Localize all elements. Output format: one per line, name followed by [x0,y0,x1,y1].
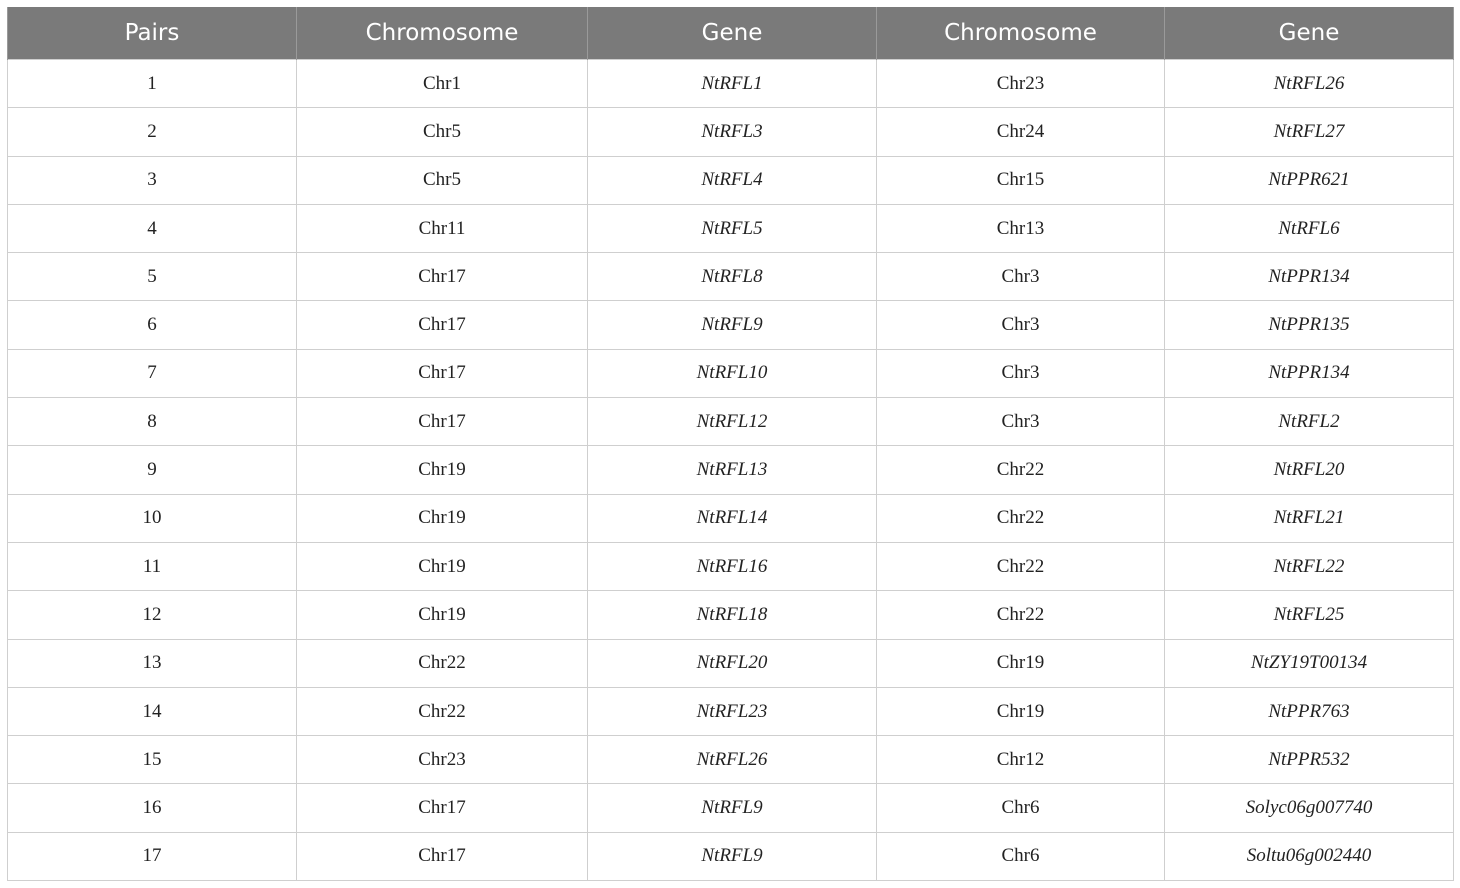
gene-pairs-table [7,7,1454,881]
gene-2: NtPPR532 [1165,736,1454,784]
chromosome-1: Chr17 [297,784,588,832]
table-row [8,542,1454,590]
gene-1: NtRFL8 [588,253,877,301]
gene-1: NtRFL20 [588,639,877,687]
header-chromosome-2: Chromosome [877,7,1165,60]
gene-2: NtRFL26 [1165,60,1454,108]
header-row [8,7,1454,60]
table-row [8,639,1454,687]
table-row [8,301,1454,349]
gene-1: NtRFL18 [588,591,877,639]
gene-1: NtRFL16 [588,542,877,590]
chromosome-2: Chr24 [877,108,1165,156]
gene-1: NtRFL26 [588,736,877,784]
chromosome-2: Chr22 [877,591,1165,639]
chromosome-1: Chr11 [297,204,588,252]
gene-1: NtRFL13 [588,446,877,494]
chromosome-1: Chr1 [297,60,588,108]
gene-1: NtRFL9 [588,301,877,349]
table-row [8,204,1454,252]
chromosome-2: Chr12 [877,736,1165,784]
chromosome-1: Chr5 [297,156,588,204]
pair-number: 5 [8,253,297,301]
gene-2: NtPPR621 [1165,156,1454,204]
header-gene-1: Gene [588,7,877,60]
gene-1: NtRFL23 [588,687,877,735]
gene-2: NtRFL25 [1165,591,1454,639]
chromosome-1: Chr17 [297,398,588,446]
gene-1: NtRFL3 [588,108,877,156]
chromosome-1: Chr17 [297,253,588,301]
table-row [8,349,1454,397]
chromosome-1: Chr17 [297,301,588,349]
pair-number: 4 [8,204,297,252]
chromosome-2: Chr22 [877,494,1165,542]
gene-2: NtPPR134 [1165,253,1454,301]
chromosome-2: Chr22 [877,542,1165,590]
table-row [8,156,1454,204]
table-header [8,7,1454,60]
chromosome-2: Chr19 [877,639,1165,687]
chromosome-2: Chr3 [877,253,1165,301]
header-gene-2: Gene [1165,7,1454,60]
gene-1: NtRFL9 [588,784,877,832]
gene-1: NtRFL14 [588,494,877,542]
pair-number: 14 [8,687,297,735]
chromosome-1: Chr22 [297,639,588,687]
header-pairs: Pairs [8,7,297,60]
pair-number: 15 [8,736,297,784]
chromosome-2: Chr23 [877,60,1165,108]
chromosome-1: Chr19 [297,494,588,542]
gene-2: NtPPR134 [1165,349,1454,397]
gene-1: NtRFL12 [588,398,877,446]
table-body [8,60,1454,881]
gene-1: NtRFL1 [588,60,877,108]
table-row [8,687,1454,735]
table-row [8,832,1454,880]
gene-pairs-table-container [7,7,1453,881]
gene-2: NtRFL22 [1165,542,1454,590]
pair-number: 10 [8,494,297,542]
table-row [8,736,1454,784]
chromosome-2: Chr6 [877,784,1165,832]
chromosome-2: Chr22 [877,446,1165,494]
chromosome-2: Chr3 [877,398,1165,446]
gene-1: NtRFL10 [588,349,877,397]
chromosome-2: Chr3 [877,301,1165,349]
pair-number: 8 [8,398,297,446]
table-row [8,591,1454,639]
chromosome-2: Chr6 [877,832,1165,880]
gene-2: NtPPR135 [1165,301,1454,349]
chromosome-2: Chr19 [877,687,1165,735]
chromosome-1: Chr17 [297,832,588,880]
gene-2: NtRFL20 [1165,446,1454,494]
pair-number: 11 [8,542,297,590]
table-row [8,784,1454,832]
gene-2: Solyc06g007740 [1165,784,1454,832]
pair-number: 9 [8,446,297,494]
chromosome-1: Chr19 [297,591,588,639]
pair-number: 6 [8,301,297,349]
chromosome-1: Chr19 [297,542,588,590]
table-row [8,60,1454,108]
pair-number: 3 [8,156,297,204]
chromosome-2: Chr3 [877,349,1165,397]
gene-2: NtPPR763 [1165,687,1454,735]
table-row [8,494,1454,542]
pair-number: 12 [8,591,297,639]
pair-number: 13 [8,639,297,687]
gene-2: NtRFL21 [1165,494,1454,542]
chromosome-2: Chr15 [877,156,1165,204]
pair-number: 16 [8,784,297,832]
table-row [8,253,1454,301]
gene-2: NtRFL6 [1165,204,1454,252]
gene-2: NtRFL2 [1165,398,1454,446]
chromosome-1: Chr19 [297,446,588,494]
pair-number: 1 [8,60,297,108]
gene-1: NtRFL9 [588,832,877,880]
gene-2: NtRFL27 [1165,108,1454,156]
gene-1: NtRFL4 [588,156,877,204]
pair-number: 2 [8,108,297,156]
chromosome-2: Chr13 [877,204,1165,252]
pair-number: 17 [8,832,297,880]
chromosome-1: Chr17 [297,349,588,397]
chromosome-1: Chr22 [297,687,588,735]
table-row [8,446,1454,494]
gene-2: Soltu06g002440 [1165,832,1454,880]
header-chromosome-1: Chromosome [297,7,588,60]
table-row [8,398,1454,446]
table-row [8,108,1454,156]
chromosome-1: Chr23 [297,736,588,784]
chromosome-1: Chr5 [297,108,588,156]
pair-number: 7 [8,349,297,397]
gene-2: NtZY19T00134 [1165,639,1454,687]
gene-1: NtRFL5 [588,204,877,252]
